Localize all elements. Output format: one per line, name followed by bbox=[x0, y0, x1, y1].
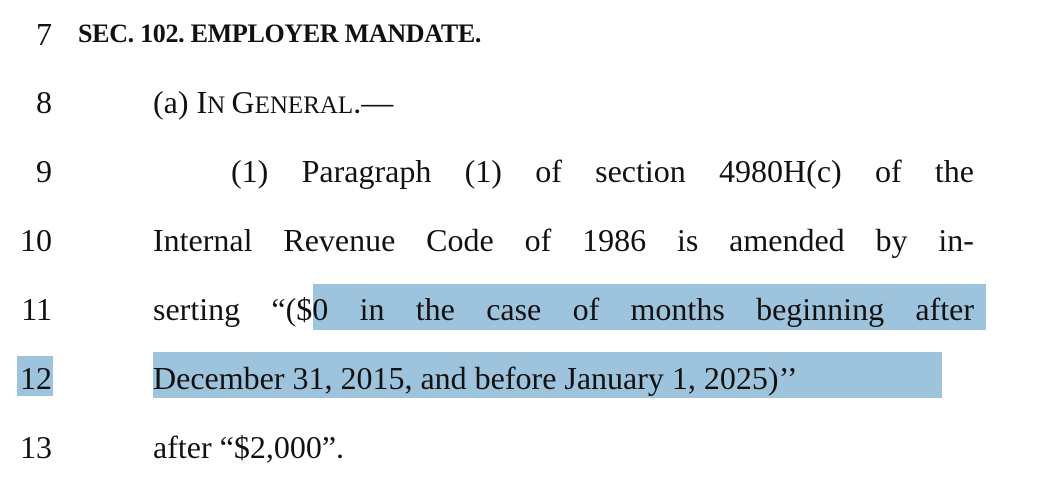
word: (1) bbox=[464, 153, 502, 189]
line-number-13: 13 bbox=[20, 429, 52, 465]
line-number-10: 10 bbox=[20, 222, 52, 258]
subsection-title-part: ENERAL bbox=[254, 92, 354, 119]
section-heading: SEC. 102. EMPLOYER MANDATE. bbox=[78, 19, 482, 48]
text-line-10 bbox=[153, 220, 974, 260]
subsection-title-part: G bbox=[231, 84, 255, 120]
word: of bbox=[874, 153, 902, 189]
word: 4980H(c) bbox=[719, 153, 842, 189]
word: 1986 bbox=[582, 222, 647, 258]
text-line-13: after “$2,000”. bbox=[153, 429, 345, 465]
word: beginning bbox=[756, 291, 885, 327]
subsection-title-part: I bbox=[196, 84, 208, 120]
word: case bbox=[486, 291, 542, 327]
line-number-11: 11 bbox=[21, 291, 52, 327]
word: Paragraph bbox=[301, 153, 432, 189]
subsection-heading bbox=[153, 82, 393, 122]
word: after bbox=[915, 291, 974, 327]
subsection-title-part: N bbox=[207, 92, 232, 119]
word: is bbox=[676, 222, 699, 258]
word: Revenue bbox=[283, 222, 396, 258]
word: of bbox=[535, 153, 562, 189]
text-line-11 bbox=[153, 289, 974, 329]
line-number-7: 7 bbox=[36, 16, 52, 52]
word: in bbox=[359, 291, 385, 327]
word: Code bbox=[426, 222, 494, 258]
word: in- bbox=[938, 222, 974, 258]
subsection-title-part: .— bbox=[353, 84, 394, 120]
line-number-9: 9 bbox=[36, 153, 52, 189]
word: (1) bbox=[231, 153, 269, 189]
subsection-prefix: (a) bbox=[153, 84, 197, 120]
word: section bbox=[595, 153, 686, 189]
word: serting bbox=[153, 291, 241, 327]
word: months bbox=[630, 291, 725, 327]
word: of bbox=[524, 222, 552, 258]
word: by bbox=[875, 222, 908, 258]
word: amended bbox=[729, 222, 845, 258]
word: of bbox=[572, 291, 600, 327]
word: “($0 bbox=[271, 291, 329, 327]
line-number-8: 8 bbox=[36, 84, 52, 120]
word: the bbox=[934, 153, 974, 189]
word: the bbox=[415, 291, 455, 327]
line-number-12: 12 bbox=[20, 360, 52, 396]
text-line-12: December 31, 2015, and before January 1, 2025)’’ bbox=[153, 360, 798, 396]
word: Internal bbox=[153, 222, 253, 258]
text-line-9 bbox=[231, 151, 974, 191]
